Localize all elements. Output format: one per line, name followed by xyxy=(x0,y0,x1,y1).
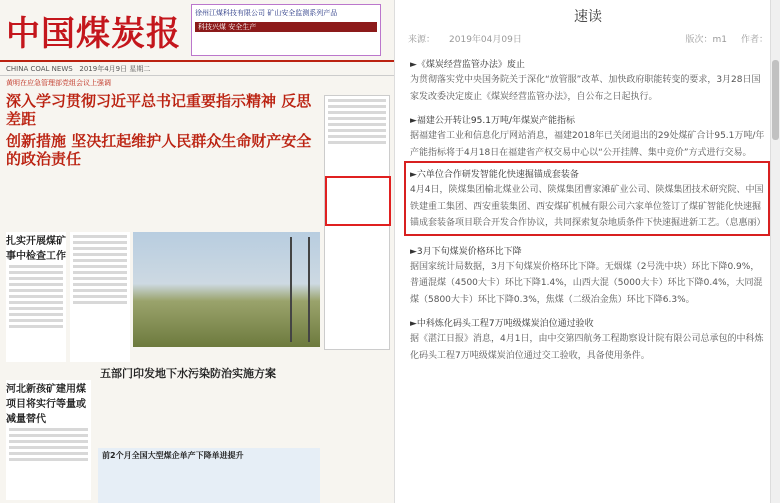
sidebar-text-lines xyxy=(325,99,389,144)
newspaper-masthead xyxy=(0,0,394,62)
power-tower-shape xyxy=(290,237,310,342)
author-label: 作者： xyxy=(740,35,768,45)
middle-column xyxy=(70,232,130,362)
news-item xyxy=(410,244,766,309)
newspaper-logo: 中国煤炭报 xyxy=(6,13,181,54)
left-story-title: 河北新孩矿建用煤项目将实行等量或减量替代 xyxy=(6,384,86,425)
newspaper-subtitle: CHINA COAL NEWS xyxy=(6,65,73,73)
headline-line-1: 深入学习贯彻习近平总书记重要指示精神 反思差距 xyxy=(6,92,312,128)
highlighted-news-box[interactable] xyxy=(325,176,391,226)
news-item xyxy=(410,57,766,105)
news-item-title: ►福建公开转让95.1万吨/年煤炭产能指标 xyxy=(410,116,575,126)
article-date: 2019年04月09日 xyxy=(449,35,522,45)
reader-panel xyxy=(396,0,780,503)
left-column-title: 扎实开展煤矿事中检查工作 xyxy=(6,236,66,262)
masthead-ad xyxy=(191,4,381,56)
article-meta xyxy=(396,28,780,49)
newspaper-date: 2019年4月9日 星期二 xyxy=(79,65,151,73)
article-body xyxy=(396,57,780,364)
news-item-body: 据福建省工业和信息化厅网站消息，福建2018年已关闭退出的29处煤矿合计95.1万吨/年产能指标将于4月18日在福建省产权交易中心以“公开挂牌、集中竞价”方式进行交易。 xyxy=(410,131,765,158)
ad-slogan: 科技兴煤 安全生产 xyxy=(195,22,377,32)
news-item-body: 据《湛江日报》消息，4月1日，由中交第四航务工程勘察设计院有限公司总承包的中科炼化码头工程7万吨级煤炭泊位通过交工验收，具备使用条件。 xyxy=(410,334,764,361)
news-item-title: ►3月下旬煤炭价格环比下降 xyxy=(410,246,522,257)
photo-caption: 五部门印发地下水污染防治实施方案 xyxy=(100,367,276,380)
newspaper-sidebar xyxy=(324,95,390,350)
headline-line-2: 创新措施 坚决扛起维护人民群众生命财产安全的政治责任 xyxy=(6,132,312,168)
news-item xyxy=(410,113,766,161)
news-item-body: 为贯彻落实党中央国务院关于深化“放管服”改革、加快政府职能转变的要求，3月28日国家发改委决定废止《煤炭经营监管办法》，自公布之日起执行。 xyxy=(410,75,761,102)
photo-caption-block xyxy=(100,365,320,385)
bottom-banner xyxy=(98,448,320,503)
scrollbar[interactable] xyxy=(770,0,780,503)
newspaper-info-line xyxy=(0,62,394,76)
left-story xyxy=(6,380,91,500)
edition-label: 版次：m1 xyxy=(685,35,727,45)
news-item xyxy=(410,316,766,364)
left-column xyxy=(6,232,66,362)
news-item-body: 据国家统计局数据，3月下旬煤炭价格环比下降。无烟煤（2号洗中块）环比下降0.9%，普通混煤（4500大卡）环比下降1.4%，山西大混（5000大卡）环比下降0.4%，大同混煤（5800大卡）环比下降0.3%，焦煤（二级冶金焦）环比下降6.3%。 xyxy=(410,261,763,305)
news-item-title: ►《煤炭经营监管办法》废止 xyxy=(410,60,525,70)
source-label: 来源： xyxy=(408,35,436,45)
news-item-title: ►中科炼化码头工程7万吨级煤炭泊位通过验收 xyxy=(410,319,594,329)
highlighted-news-item xyxy=(404,161,770,236)
news-item-body: 4月4日，陕煤集团榆北煤业公司、陕煤集团曹家滩矿业公司、陕煤集团技术研究院、中国铁建重工集团、西安重装集团、西安煤矿机械有限公司六家单位签订了煤矿智能化快速掘锚成套装备项目联合开发合作协议，共同探索复杂地质条件下快速掘进新工艺。（息惠丽） xyxy=(410,185,766,228)
ad-title: 徐州江煤科技有限公司 矿山安全监测系列产品 xyxy=(195,9,338,17)
bottom-banner-title: 前2个月全国大型煤企单产下降单进提升 xyxy=(102,451,244,460)
reader-title: 速读 xyxy=(574,9,602,25)
headline-kicker: 黄明在应急管理部党组会议上强调 xyxy=(6,79,111,87)
news-item-title: ►六单位合作研发智能化快速掘锚成套装备 xyxy=(410,170,579,180)
scrollbar-thumb[interactable] xyxy=(772,60,779,140)
